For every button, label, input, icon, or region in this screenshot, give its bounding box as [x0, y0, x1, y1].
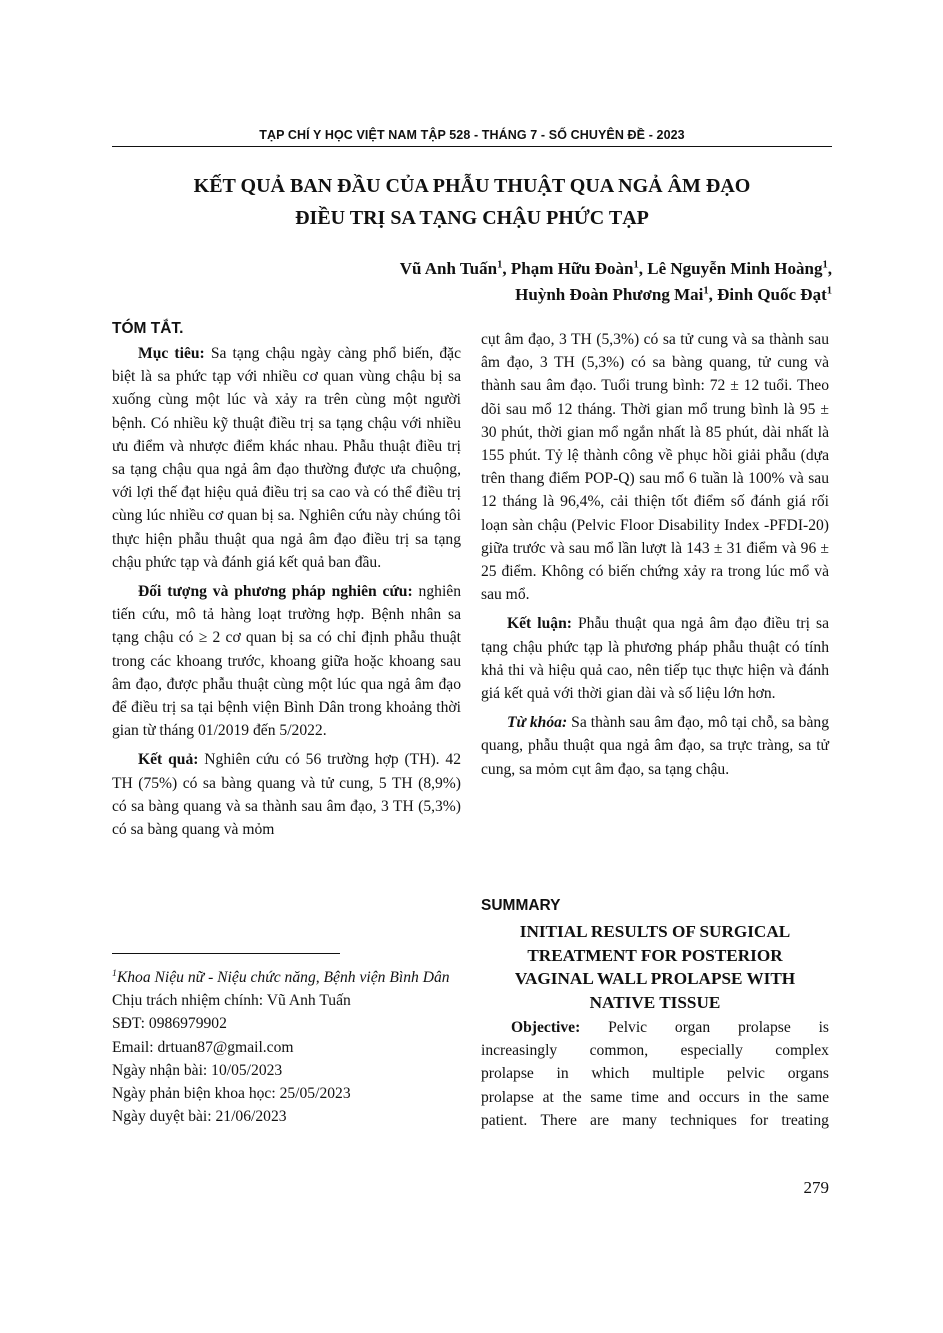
- abstract-heading: TÓM TẮT.: [112, 320, 184, 337]
- results-text: Nghiên cứu có 56 trường hợp (TH). 42 TH (75%) có sa bàng quang và tử cung, 5 TH (8,9%) có sa bàng quang và sa thành sau âm đạo, 3 TH (5,3%) có sa bàng quang và mỏm: [112, 751, 461, 839]
- title-line-2: ĐIỀU TRỊ SA TẠNG CHẬU PHỨC TẠP: [295, 207, 649, 229]
- right-column: [481, 328, 829, 787]
- author-name: Huỳnh Đoàn Phương Mai: [515, 285, 704, 304]
- word: organs: [787, 1065, 829, 1083]
- word: the: [562, 1088, 582, 1106]
- article-title: [112, 170, 832, 234]
- word: many: [622, 1111, 657, 1129]
- methods-label: Đối tượng và phương pháp nghiên cứu:: [138, 583, 413, 601]
- english-title-line-4: NATIVE TISSUE: [589, 992, 721, 1012]
- summary-heading: SUMMARY: [481, 897, 561, 914]
- affiliation-text: Khoa Niệu nữ - Niệu chức năng, Bệnh viện Bình Dân: [116, 969, 450, 986]
- word: in: [556, 1065, 569, 1083]
- date-reviewed: Ngày phản biện khoa học: 25/05/2023: [112, 1085, 351, 1103]
- footnote-rule: [112, 953, 340, 954]
- objective-paragraph: [112, 342, 461, 574]
- objective-label: Mục tiêu:: [138, 345, 205, 362]
- word: and: [667, 1088, 691, 1106]
- page-number: 279: [803, 1178, 829, 1197]
- english-line: [481, 1039, 829, 1062]
- conclusion-label: Kết luận:: [507, 615, 572, 633]
- word: especially: [680, 1042, 743, 1060]
- objective-text: Sa tạng chậu ngày càng phổ biến, đặc biệt là sa phức tạp với nhiều cơ quan vùng chậu bị sa xuống cùng một lúc và xảy ra trên cùng một người bệnh. Có nhiều kỹ thuật điều trị sa tạng chậu với nhiều ưu điểm và nhược điểm khác nhau. Phẫu thuật điều trị sa tạng chậu qua ngả âm đạo thường được ưa chuộng, với lợi thế đạt hiệu quả điều trị sa cao và có thể điều trị cùng lúc nhiều cơ quan bị sa. Nghiên cứu này chúng tôi thực hiện phẫu thuật qua ngả âm đạo điều trị sa tạng chậu phức tạp và đánh giá kết quả ban đầu.: [112, 345, 461, 571]
- responsible-author: Chịu trách nhiệm chính: Vũ Anh Tuấn: [112, 992, 351, 1010]
- author-name: Vũ Anh Tuấn: [399, 259, 498, 278]
- email-address: Email: drtuan87@gmail.com: [112, 1038, 294, 1056]
- word: pelvic: [726, 1065, 765, 1083]
- date-received: Ngày nhận bài: 10/05/2023: [112, 1061, 283, 1079]
- results-label: Kết quả:: [138, 751, 199, 769]
- authors-line-1: [400, 256, 832, 282]
- word: same: [796, 1088, 829, 1106]
- english-objective-label: Objective:: [511, 1019, 581, 1036]
- english-line: [481, 1016, 829, 1039]
- methods-paragraph: [112, 580, 461, 742]
- word: treating: [781, 1111, 829, 1129]
- word: organ: [674, 1019, 711, 1036]
- phone-number: SĐT: 0986979902: [112, 1015, 227, 1033]
- conclusion-text: Phẫu thuật qua ngả âm đạo điều trị sa tạng chậu phức tạp là phương pháp phẫu thuật có tính khả thi và hiệu quả cao, nên tiếp tục thực hiện và đánh giá kết quả với thời gian dài và số liệu lớn hơn.: [481, 615, 829, 703]
- word: prolapse: [481, 1088, 534, 1106]
- word: multiple: [652, 1065, 705, 1083]
- english-title: [481, 920, 829, 1014]
- word: occurs: [698, 1088, 740, 1106]
- footnotes: [112, 966, 461, 1128]
- header-rule: [112, 146, 832, 147]
- word: prolapse: [737, 1019, 791, 1036]
- results-continued: cụt âm đạo, 3 TH (5,3%) có sa tử cung và sa thành sau âm đạo, 3 TH (5,3%) có sa bàng quang, tử cung và thành sau âm đạo. Tuổi trung bình: 72 ± 12 tuổi. Theo dõi sau mổ 12 tháng. Thời gian mổ trung bình là 95 ± 30 phút, thời gian mổ ngắn nhất là 85 phút, dài nhất là 155 phút. Tỷ lệ thành công về phục hồi giải phẫu (dựa trên thang điểm POP-Q) sau mổ 6 tuần là 100% và sau 12 tháng là 96,4%, cải thiện tốt điểm số đánh giá rối loạn sàn chậu (Pelvic Floor Disability Index -PFDI-20) giữa trước và sau mổ lần lượt là 143 ± 31 điểm và 96 ± 25 điểm. Không có biến chứng xảy ra trong lúc mổ và sau mổ.: [481, 331, 829, 604]
- word: are: [590, 1111, 610, 1129]
- word: is: [818, 1019, 829, 1036]
- author-separator: ,: [827, 259, 832, 278]
- word: patient.: [481, 1111, 528, 1129]
- journal-header: TẠP CHÍ Y HỌC VIỆT NAM TẬP 528 - THÁNG 7 - SỐ CHUYÊN ĐỀ - 2023: [259, 128, 685, 142]
- affiliation-mark: 1: [112, 967, 117, 979]
- keywords-label: Từ khóa:: [507, 714, 568, 732]
- author-name: Đinh Quốc Đạt: [717, 285, 827, 304]
- left-column: [112, 318, 461, 847]
- word: at: [542, 1088, 554, 1106]
- word: time: [631, 1088, 659, 1106]
- word: increasingly: [481, 1042, 558, 1060]
- conclusion-paragraph: [481, 612, 829, 705]
- affiliation-mark: 1: [826, 285, 832, 297]
- word: prolapse: [481, 1065, 534, 1083]
- word: the: [769, 1088, 789, 1106]
- date-accepted: Ngày duyệt bài: 21/06/2023: [112, 1108, 287, 1126]
- affiliation-mark: 1: [703, 285, 709, 297]
- english-line: [481, 1109, 829, 1132]
- word: same: [590, 1088, 623, 1106]
- affiliation-mark: 1: [497, 259, 503, 271]
- keywords-text: Sa thành sau âm đạo, mô tại chỗ, sa bàng quang, phẫu thuật qua ngả âm đạo, sa trực tràng, sa tử cung, sa mỏm cụt âm đạo, sa tạng chậu.: [481, 714, 829, 778]
- word: for: [749, 1111, 769, 1129]
- english-objective: [481, 1016, 829, 1132]
- keywords-paragraph: [481, 711, 829, 781]
- english-title-line-3: VAGINAL WALL PROLAPSE WITH: [514, 969, 796, 988]
- word: common,: [589, 1042, 649, 1060]
- word: which: [591, 1065, 630, 1083]
- title-line-1: KẾT QUẢ BAN ĐẦU CỦA PHẪU THUẬT QUA NGẢ ÂM ĐẠO: [193, 175, 751, 197]
- english-line: [481, 1086, 829, 1109]
- word: techniques: [670, 1111, 737, 1129]
- word: Pelvic: [608, 1019, 648, 1036]
- author-separator: ,: [708, 285, 718, 304]
- word: complex: [775, 1042, 829, 1060]
- english-title-line-2: TREATMENT FOR POSTERIOR: [527, 945, 783, 965]
- author-separator: ,: [638, 259, 648, 278]
- word: in: [748, 1088, 761, 1106]
- results-paragraph: [112, 748, 461, 841]
- author-separator: ,: [502, 259, 511, 278]
- affiliation-note: [112, 966, 461, 989]
- author-name: Phạm Hữu Đoàn: [510, 259, 634, 278]
- affiliation-mark: 1: [633, 259, 639, 271]
- affiliation-mark: 1: [822, 259, 828, 271]
- english-line: [481, 1062, 829, 1085]
- author-name: Lê Nguyễn Minh Hoàng: [647, 259, 823, 278]
- methods-text: nghiên tiến cứu, mô tả hàng loạt trường hợp. Bệnh nhân sa tạng chậu có ≥ 2 cơ quan bị sa có chỉ định phẫu thuật trong các khoang trước, khoang giữa hoặc khoang sau âm đạo, được phẫu thuật cùng một lúc qua ngả âm đạo để điều trị sa tại bệnh viện Bình Dân trong khoảng thời gian từ tháng 01/2019 đến 5/2022.: [112, 583, 461, 740]
- english-title-line-1: INITIAL RESULTS OF SURGICAL: [519, 922, 791, 941]
- authors-line-2: [400, 282, 832, 308]
- author-list: [400, 256, 832, 308]
- word: There: [540, 1111, 577, 1129]
